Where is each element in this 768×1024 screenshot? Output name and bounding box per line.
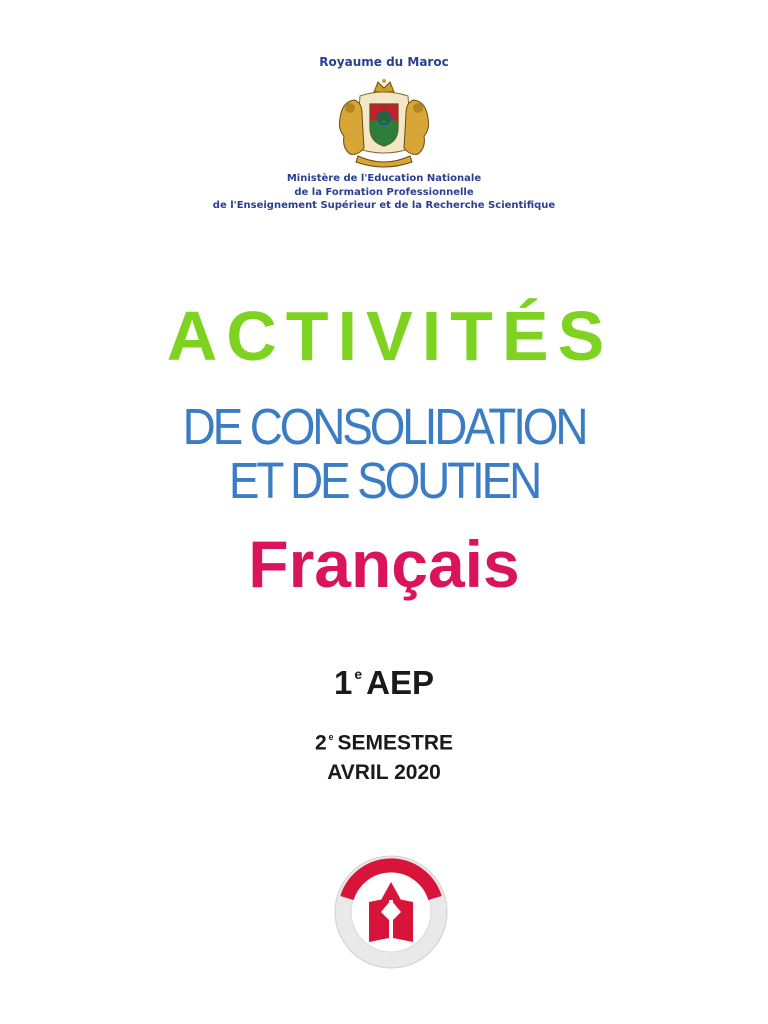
- ministry-line: Ministère de l'Education Nationale: [286, 173, 482, 184]
- royal-coat-of-arms-icon: [336, 78, 432, 170]
- ministry-line: de l'Enseignement Supérieur et de la Recherche Scientifique: [212, 200, 556, 211]
- semester-text: SEMESTRE: [337, 731, 454, 755]
- grade-name: AEP: [366, 664, 434, 702]
- publication-date: AVRIL 2020: [327, 761, 441, 784]
- grade-level: [0, 652, 768, 705]
- semester-number: 2: [314, 731, 327, 755]
- activites-title: ACTIVITÉS: [166, 297, 614, 375]
- ministry-block: [0, 172, 768, 213]
- publisher-association-logo-icon: [331, 852, 451, 972]
- semester-label: [0, 722, 768, 759]
- ministry-line: de la Formation Professionnelle: [294, 186, 474, 198]
- subtitle-line-2: ET DE SOUTIEN: [228, 452, 540, 509]
- subtitle-line-1: DE CONSOLIDATION: [182, 398, 586, 455]
- kingdom-label: Royaume du Maroc: [319, 55, 449, 69]
- semester-superscript: e: [328, 732, 334, 742]
- grade-superscript: e: [354, 666, 363, 682]
- subtitle-block: [38, 400, 729, 508]
- grade-number: 1: [334, 664, 353, 702]
- subject-title: Français: [248, 527, 520, 601]
